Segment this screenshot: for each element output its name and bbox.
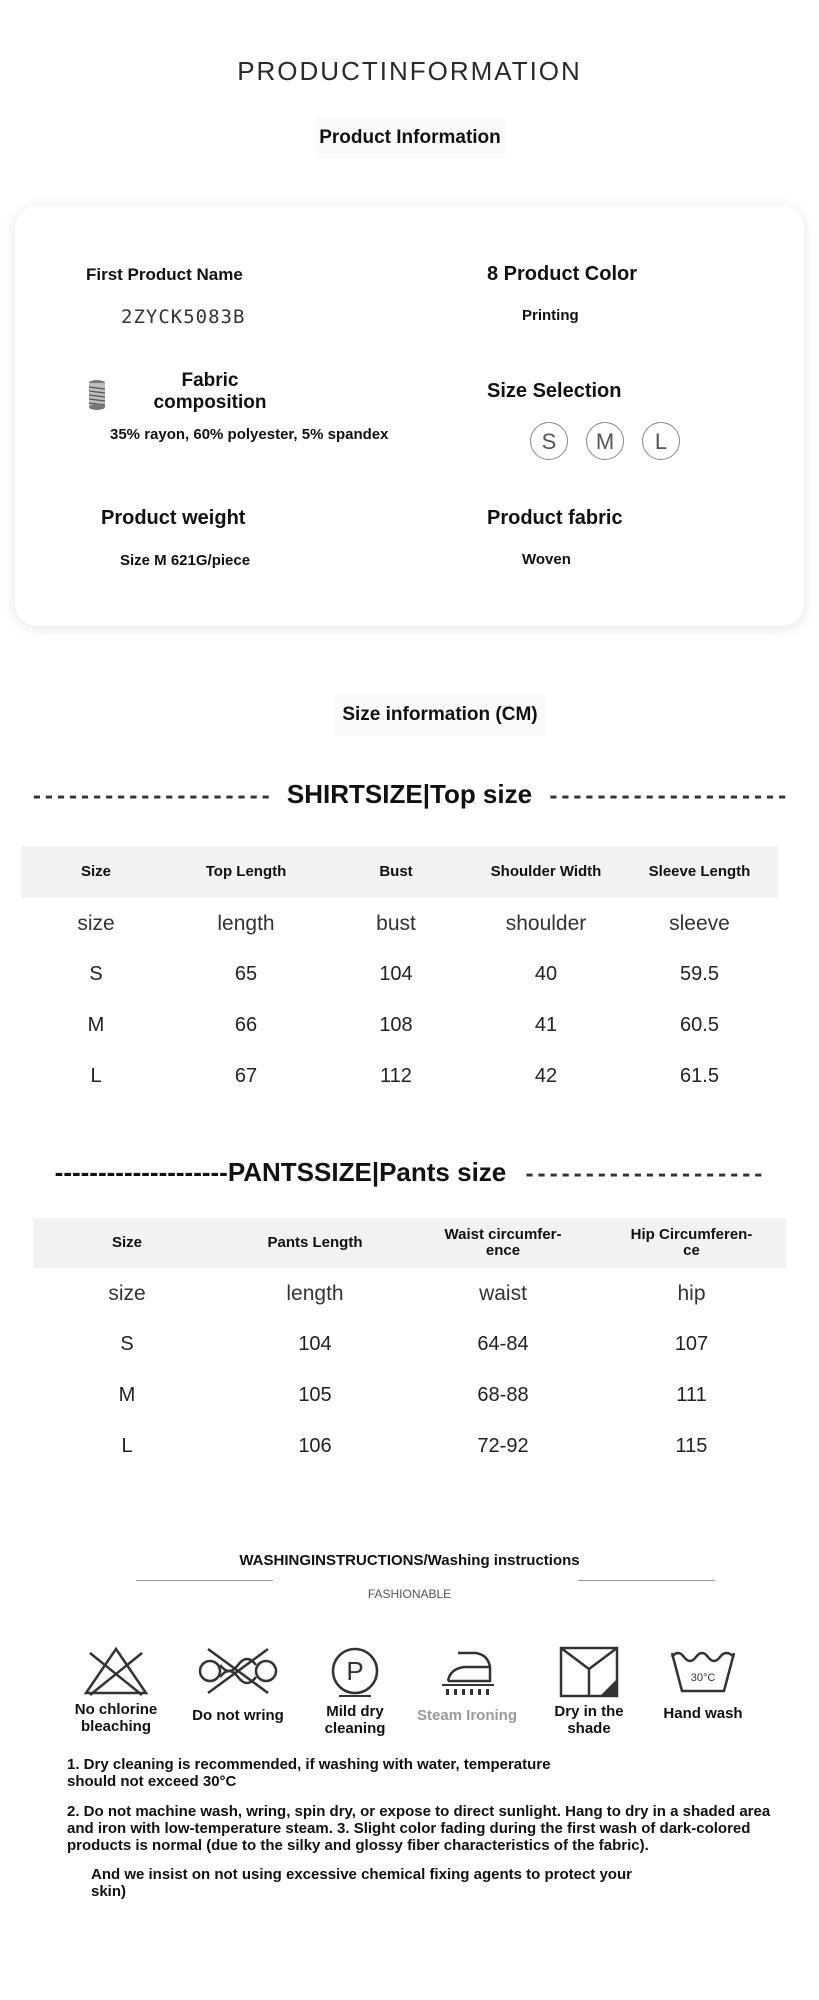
table-cell: length xyxy=(286,1281,344,1305)
table-header-row xyxy=(33,1218,786,1268)
table-cell: 104 xyxy=(379,963,413,985)
wash-item-hand-wash xyxy=(648,1645,758,1722)
product-fabric-value: Woven xyxy=(522,551,571,568)
table-cell: M xyxy=(87,1014,105,1036)
table-cell: 111 xyxy=(676,1384,707,1406)
fabric-composition-value: 35% rayon, 60% polyester, 5% spandex xyxy=(110,426,389,443)
table-cell: size xyxy=(77,911,115,935)
mild-dry-clean-icon xyxy=(300,1645,410,1699)
hand-wash-icon xyxy=(648,1645,758,1697)
size-information-title: Size information (CM) xyxy=(335,694,545,736)
size-option-m[interactable]: M xyxy=(586,422,624,460)
column-header: Sleeve Length xyxy=(621,846,778,898)
wash-label: Do not wring xyxy=(192,1707,284,1724)
pants-size-heading xyxy=(0,1157,819,1188)
wash-label: Dry in the shade xyxy=(554,1703,624,1737)
table-row xyxy=(33,1268,786,1319)
table-cell: 112 xyxy=(380,1065,412,1087)
table-row xyxy=(21,949,778,1000)
thread-spool-icon xyxy=(87,379,107,416)
steam-iron-icon xyxy=(412,1645,522,1699)
fabric-composition-label xyxy=(120,370,300,414)
table-cell: M xyxy=(118,1384,136,1406)
column-header: Waist circumfer- ence xyxy=(409,1218,597,1268)
svg-text:P: P xyxy=(346,1656,364,1686)
shirt-size-heading xyxy=(0,779,819,810)
table-row xyxy=(21,1000,778,1051)
table-cell: 105 xyxy=(298,1384,332,1406)
table-cell: 68-88 xyxy=(477,1384,529,1406)
heading-dashes-left: -------------------- xyxy=(30,784,272,808)
heading-dashes-right: -------------------- xyxy=(547,784,789,808)
column-header: Top Length xyxy=(171,846,321,898)
fabric-label-line1: Fabric xyxy=(181,370,239,391)
table-cell: 66 xyxy=(234,1014,258,1036)
product-weight-value: Size M 621G/piece xyxy=(120,552,251,569)
column-header: Size xyxy=(33,1218,221,1268)
table-cell: size xyxy=(108,1281,146,1305)
washing-note-1: 1. Dry cleaning is recommended, if washing with water, temperature should not exceed 30°C xyxy=(67,1756,551,1790)
table-cell: 106 xyxy=(298,1435,332,1457)
product-weight-label: Product weight xyxy=(101,507,246,529)
table-cell: 65 xyxy=(234,963,258,985)
table-cell: 60.5 xyxy=(680,1014,719,1036)
table-cell: 108 xyxy=(379,1014,413,1036)
table-cell: 107 xyxy=(674,1333,709,1355)
table-cell: 61.5 xyxy=(680,1065,719,1087)
table-row xyxy=(21,1051,778,1102)
washing-note-2: 2. Do not machine wash, wring, spin dry, or expose to direct sunlight. Hang to dry in a shaded area and iron with low-temperature steam. 3. Slight color fading during the first wash of dark-colored products is normal (due to the silky and glossy fiber characteristics of the fabric). xyxy=(67,1803,771,1854)
table-header-row xyxy=(21,846,778,898)
table-cell: 115 xyxy=(675,1435,708,1457)
do-not-wring-icon xyxy=(183,1645,293,1697)
table-cell: 64-84 xyxy=(477,1333,529,1355)
size-option-s[interactable]: S xyxy=(530,422,568,460)
product-name-value: 2ZYCK5083B xyxy=(121,306,246,328)
table-row xyxy=(21,898,778,949)
pants-size-table xyxy=(33,1218,786,1472)
table-cell: hip xyxy=(677,1281,706,1305)
wash-item-do-not-wring xyxy=(183,1645,293,1724)
wash-label: Steam Ironing xyxy=(416,1707,517,1724)
column-header: Hip Circumferen- ce xyxy=(597,1218,786,1268)
wash-label: Mild dry cleaning xyxy=(324,1703,386,1737)
table-cell: waist xyxy=(479,1281,527,1305)
washing-subtitle: FASHIONABLE xyxy=(367,1587,452,1601)
fabric-label-line2: composition xyxy=(153,392,267,413)
table-row xyxy=(33,1421,786,1472)
hand-wash-temperature: 30°C xyxy=(690,1672,716,1684)
table-cell: S xyxy=(120,1333,134,1355)
column-header: Bust xyxy=(321,846,471,898)
table-cell: 41 xyxy=(534,1014,558,1036)
product-color-value: Printing xyxy=(522,307,579,324)
table-cell: 72-92 xyxy=(477,1435,529,1457)
product-fabric-label: Product fabric xyxy=(487,507,623,529)
table-cell: 40 xyxy=(534,963,558,985)
dry-in-shade-icon xyxy=(534,1645,644,1699)
table-cell: bust xyxy=(376,911,416,935)
table-cell: 42 xyxy=(534,1065,558,1087)
divider-right xyxy=(578,1580,715,1581)
column-header: Shoulder Width xyxy=(471,846,621,898)
table-cell: length xyxy=(217,911,275,935)
table-row xyxy=(33,1370,786,1421)
table-cell: 67 xyxy=(234,1065,258,1087)
column-header: Size xyxy=(21,846,171,898)
table-cell: sleeve xyxy=(669,911,730,935)
no-chlorine-bleach-icon xyxy=(61,1645,171,1697)
table-cell: S xyxy=(89,963,103,985)
wash-item-no-chlorine xyxy=(61,1645,171,1735)
table-cell: L xyxy=(90,1065,102,1087)
table-cell: 59.5 xyxy=(680,963,719,985)
shirt-size-table xyxy=(21,846,778,1102)
page-title: PRODUCTINFORMATION xyxy=(237,56,582,86)
shirt-size-title: SHIRTSIZE|Top size xyxy=(286,779,533,809)
column-header: Pants Length xyxy=(221,1218,409,1268)
wash-item-mild-dry-clean xyxy=(300,1645,410,1737)
washing-instructions-title: WASHINGINSTRUCTIONS/Washing instructions xyxy=(239,1552,580,1569)
table-cell: L xyxy=(121,1435,133,1457)
size-selection-label: Size Selection xyxy=(487,380,622,402)
product-color-label: 8 Product Color xyxy=(487,263,638,285)
table-cell: shoulder xyxy=(505,911,587,935)
wash-item-steam-ironing xyxy=(412,1645,522,1724)
pants-size-title: --------------------PANTSSIZE|Pants size xyxy=(54,1157,507,1187)
heading-dashes-right: -------------------- xyxy=(523,1162,765,1186)
washing-note-3: And we insist on not using excessive chemical fixing agents to protect your skin) xyxy=(91,1866,632,1900)
wash-label: Hand wash xyxy=(663,1705,743,1722)
divider-left xyxy=(136,1580,273,1581)
section-title-product-information: Product Information xyxy=(315,118,505,158)
product-name-label: First Product Name xyxy=(86,265,243,284)
table-cell: 104 xyxy=(298,1333,332,1355)
wash-item-dry-in-shade xyxy=(534,1645,644,1737)
size-option-l[interactable]: L xyxy=(642,422,680,460)
table-row xyxy=(33,1319,786,1370)
wash-label: No chlorine bleaching xyxy=(74,1701,158,1735)
